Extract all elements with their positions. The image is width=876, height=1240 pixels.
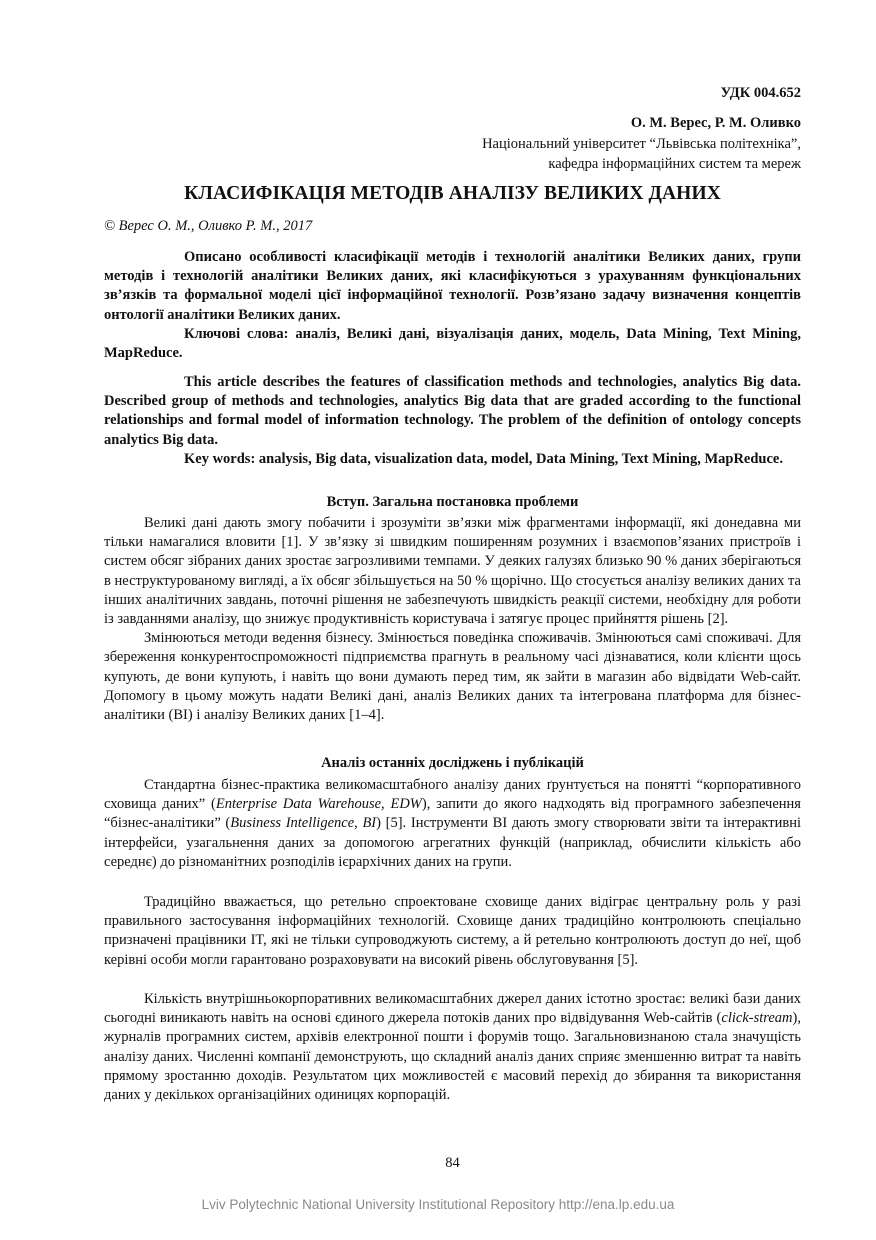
- section-review-paragraph-1: [104, 776, 801, 872]
- text-run: Кількість внутрішньокорпоративних великомасштабних джерел даних істотно зростає: великі бази даних сьогодні виникають навіть на основі єдиного джерела потоків даних про відвідування Web-сайтів (: [104, 991, 801, 1027]
- section-heading-literature-review: Аналіз останніх досліджень і публікацій: [321, 755, 584, 771]
- copyright-line: © Верес О. М., Оливко Р. М., 2017: [104, 218, 313, 234]
- affiliation: [482, 134, 801, 174]
- paragraph: Великі дані дають змогу побачити і зрозуміти зв’язки між фрагментами інформації, які донедавна ми тільки намагалися вловити [1]. У зв’язку зі швидким поширенням розумних і взаємопов’язаних пристроїв і систем обсяг зібраних даних зростає загрозливими темпами. У деяких галузях близько 90 % даних зберігаються в неструктурованому вигляді, а їх обсяг збільшується на 50 % щорічно. Що стосується аналізу великих даних та інших аналітичних завдань, поточні рішення не забезпечують швидкість реакції системи, необхідну для роботи із завданнями аналізу, що знижує продуктивність користувача і затягує процес прийняття рішень [2].: [104, 515, 801, 628]
- italic-term: Enterprise Data Warehouse, EDW: [215, 796, 422, 813]
- repository-footer: Lviv Polytechnic National University Institutional Repository http://ena.lp.edu.ua: [201, 1197, 675, 1212]
- affiliation-university: Національний університет “Львівська політехніка”,: [482, 136, 801, 152]
- keywords-ua: Ключові слова: аналіз, Великі дані, візуалізація даних, модель, Data Mining, Text Mining, MapReduce.: [104, 325, 801, 362]
- udk-code: УДК 004.652: [720, 85, 801, 101]
- abstract-ukrainian: [104, 248, 801, 363]
- text-run: ) [5]. Інструменти BI дають змогу створювати звіти та інтерактивні інтерфейси, узагальнення даних за допомогою агрегатних функцій (наприклад, обчислити кількість або середнє) до різноманітних розподілів ієрархічних даних на групи.: [104, 815, 801, 870]
- text-run: ), запити до якого надходять від програмного забезпечення “бізнес-аналітики” (: [104, 796, 801, 832]
- paragraph: Змінюються методи ведення бізнесу. Змінюється поведінка споживачів. Змінюються самі споживачі. Для збереження конкурентоспроможності підприємства прагнуть в реальному часі дізнаватися, коли клієнти щось купують, де вони купують, і навіть що вони думають перед тим, як зайти в магазин або відвідати Web-сайт. Допомогу в цьому можуть надати Великі дані, аналіз Великих даних та інтегрована платформа для бізнес-аналітики (BI) і аналізу Великих даних [1–4].: [104, 630, 801, 724]
- abstract-english: [104, 373, 801, 469]
- section-heading-introduction: Вступ. Загальна постановка проблеми: [326, 494, 579, 510]
- text-run: ), журналів програмних систем, архівів електронної пошти і форумів тощо. Загальновизнаною стала значущість аналізу даних. Численні компанії демонструють, що складний аналіз даних сприяє зменшенню витрат та навіть прямому зростанню доходів. Результатом цих можливостей є масовий перехід до збирання та використання даних у декількох організаційних одиницях корпорацій.: [104, 1010, 801, 1104]
- text-run: Стандартна бізнес-практика великомасштабного аналізу даних ґрунтується на понятті “корпоративного сховища даних” (: [104, 777, 801, 813]
- authors: О. М. Верес, Р. М. Оливко: [630, 115, 801, 131]
- page-number: 84: [445, 1155, 460, 1171]
- text-run: ,: [354, 815, 363, 832]
- italic-term: Business Intelligence: [230, 815, 355, 832]
- paragraph: Традиційно вважається, що ретельно спроектоване сховище даних відіграє центральну роль у разі правильного застосування інформаційних технологій. Сховище даних традиційно контролюють спеціально призначені працівники IT, які не тільки супроводжують систему, а й ретельно контролюють доступ до неї, щоб керівні особи могли гарантовано розраховувати на високий рівень обслуговування [5].: [104, 894, 801, 968]
- paragraph: [104, 776, 801, 872]
- abstract-ua-text: Описано особливості класифікації методів і технологій аналітики Великих даних, групи методів і технологій аналітики Великих даних, які класифікуються з урахуванням функціональних зв’язків та формальної моделі цієї інформаційної технології. Розв’язано задачу визначення концептів онтології аналітики Великих даних.: [104, 249, 801, 323]
- paper-title: КЛАСИФІКАЦІЯ МЕТОДІВ АНАЛІЗУ ВЕЛИКИХ ДАНИХ: [184, 183, 721, 204]
- abstract-en-text: This article describes the features of classification methods and technologies, analytics Big data. Described group of methods and technologies, analytics Big data that are graded according to the functional relationships and formal model of information technology. The problem of the definition of ontology concepts analytics Big data.: [104, 374, 801, 448]
- section-review-paragraph-2: [104, 893, 801, 970]
- italic-term: click-stream: [721, 1010, 793, 1027]
- italic-term: BI: [362, 815, 377, 832]
- section-introduction-body: [104, 514, 801, 725]
- section-review-paragraph-3: [104, 990, 801, 1105]
- affiliation-department: кафедра інформаційних систем та мереж: [548, 156, 801, 172]
- keywords-en: Key words: analysis, Big data, visualization data, model, Data Mining, Text Mining, MapReduce.: [184, 450, 783, 467]
- paragraph: [104, 990, 801, 1105]
